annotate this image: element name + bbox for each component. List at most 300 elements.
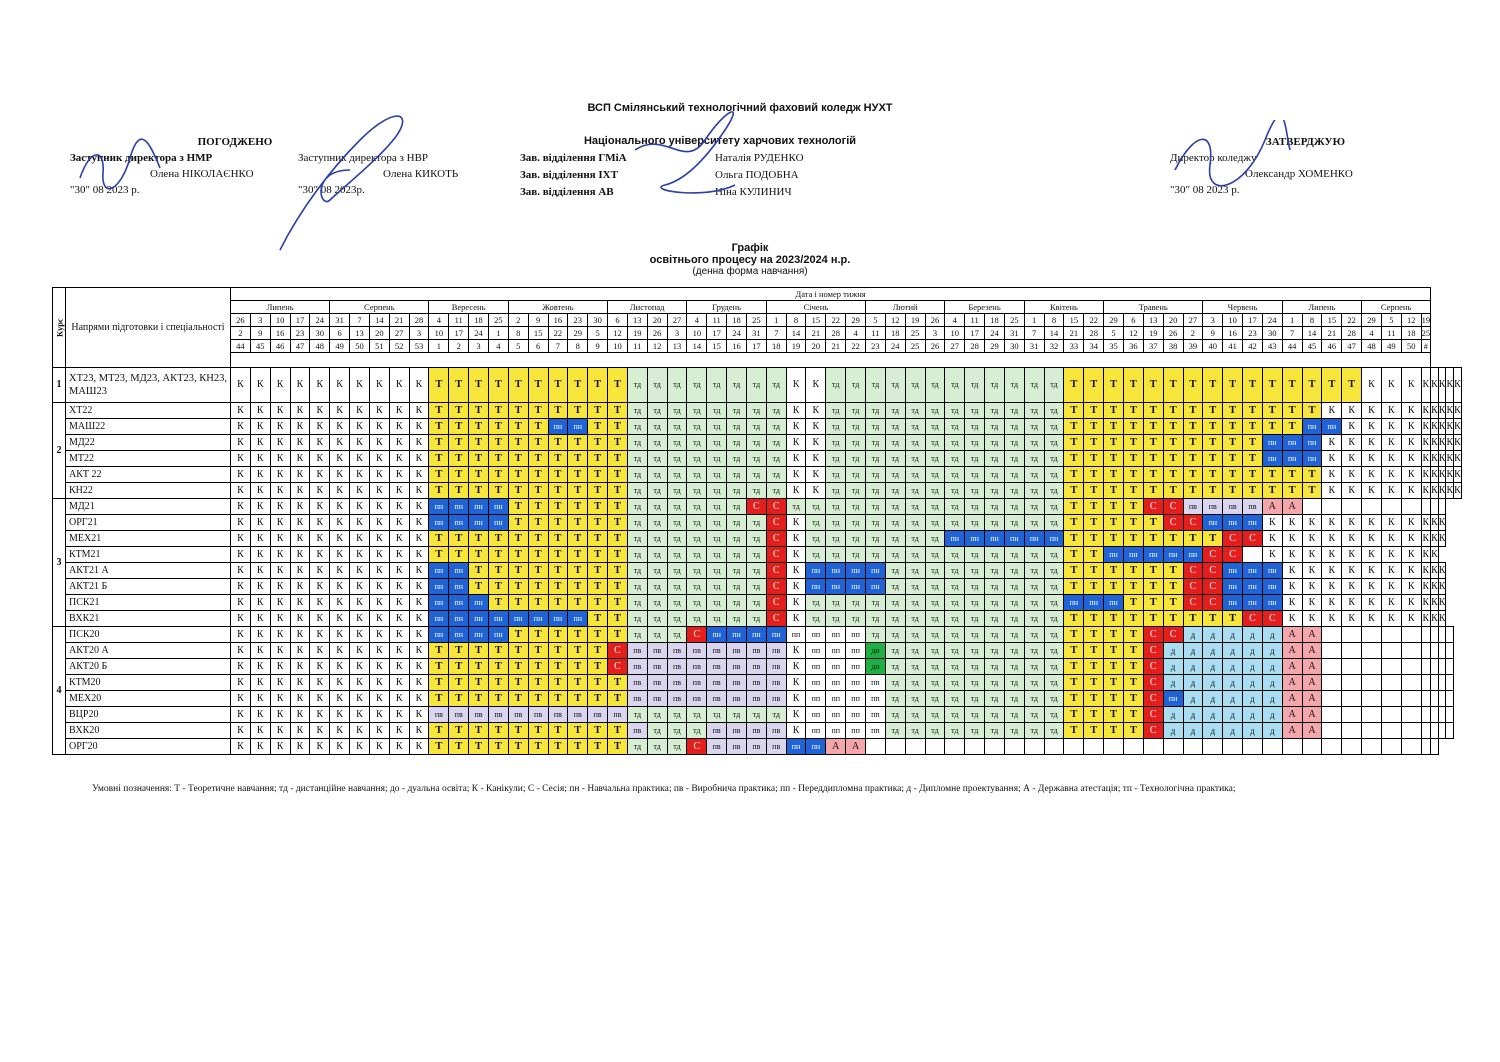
schedule-cell: К xyxy=(350,579,370,595)
day-end: 7 xyxy=(1024,327,1044,340)
spec-name: ВХК21 xyxy=(66,611,231,627)
day-start: 1 xyxy=(766,314,786,327)
schedule-cell: тд xyxy=(945,435,965,451)
schedule-cell: тд xyxy=(965,643,985,659)
spec-name: ВХК20 xyxy=(66,723,231,739)
schedule-cell: К xyxy=(1322,579,1342,595)
kurs-cell: 4 xyxy=(53,627,66,755)
schedule-cell: Т xyxy=(608,515,628,531)
schedule-cell: К xyxy=(310,691,330,707)
schedule-cell: К xyxy=(270,563,290,579)
schedule-cell: К xyxy=(310,531,330,547)
schedule-cell: Т xyxy=(1163,451,1183,467)
schedule-cell: пн xyxy=(1302,419,1322,435)
schedule-cell: Т xyxy=(1302,403,1322,419)
schedule-cell: К xyxy=(350,595,370,611)
day-start: 17 xyxy=(1243,314,1263,327)
schedule-cell: К xyxy=(1282,563,1302,579)
schedule-cell: Т xyxy=(1084,691,1104,707)
schedule-cell: К xyxy=(290,643,310,659)
schedule-cell: д xyxy=(1223,627,1243,643)
schedule-cell: Т xyxy=(608,675,628,691)
schedule-cell: А xyxy=(1282,627,1302,643)
schedule-cell: К xyxy=(330,515,350,531)
day-end: 24 xyxy=(985,327,1005,340)
day-end: 28 xyxy=(826,327,846,340)
week-number: 18 xyxy=(766,340,786,353)
schedule-cell: С xyxy=(746,499,766,515)
schedule-cell: пн xyxy=(866,579,886,595)
schedule-cell: тд xyxy=(806,531,826,547)
schedule-cell: д xyxy=(1163,707,1183,723)
schedule-cell: Т xyxy=(1064,563,1084,579)
schedule-cell: пп xyxy=(826,643,846,659)
schedule-cell: пн xyxy=(1064,595,1084,611)
schedule-cell: тд xyxy=(965,515,985,531)
schedule-cell: К xyxy=(290,579,310,595)
day-end: 15 xyxy=(528,327,548,340)
schedule-cell: тд xyxy=(687,563,707,579)
day-end: 23 xyxy=(1243,327,1263,340)
day-start: 29 xyxy=(1362,314,1382,327)
schedule-cell: К xyxy=(409,368,429,403)
schedule-cell: К xyxy=(1322,403,1342,419)
schedule-cell: тд xyxy=(746,435,766,451)
schedule-cell: К xyxy=(1342,483,1362,499)
schedule-cell: К xyxy=(330,723,350,739)
schedule-cell: тд xyxy=(687,547,707,563)
schedule-cell: тд xyxy=(1004,368,1024,403)
schedule-cell: тд xyxy=(945,659,965,675)
schedule-cell: К xyxy=(409,691,429,707)
schedule-cell: С xyxy=(1163,515,1183,531)
schedule-cell: К xyxy=(1302,531,1322,547)
schedule-cell xyxy=(1322,627,1342,643)
schedule-cell: К xyxy=(389,579,409,595)
schedule-cell: тд xyxy=(885,499,905,515)
week-number: 52 xyxy=(389,340,409,353)
schedule-cell: Т xyxy=(1163,435,1183,451)
schedule-cell: тд xyxy=(627,435,647,451)
schedule-cell: К xyxy=(409,467,429,483)
week-number: 50 xyxy=(1401,340,1421,353)
week-number: 44 xyxy=(231,340,251,353)
schedule-cell: С xyxy=(766,515,786,531)
schedule-cell: Т xyxy=(568,595,588,611)
spec-name: МД22 xyxy=(66,435,231,451)
university-title: Національного університету харчових технологій xyxy=(583,135,857,147)
schedule-cell: тд xyxy=(846,483,866,499)
schedule-cell: К xyxy=(1421,419,1431,435)
schedule-cell: Т xyxy=(1282,419,1302,435)
day-end: 18 xyxy=(885,327,905,340)
schedule-cell: К xyxy=(1322,467,1342,483)
spec-name: МЕХ20 xyxy=(66,691,231,707)
day-end: 6 xyxy=(330,327,350,340)
schedule-cell: Т xyxy=(1104,579,1124,595)
schedule-cell: Т xyxy=(568,435,588,451)
schedule-cell: К xyxy=(1282,579,1302,595)
schedule-cell: Т xyxy=(1104,707,1124,723)
schedule-cell: тд xyxy=(905,499,925,515)
schedule-cell: Т xyxy=(429,483,449,499)
schedule-cell: К xyxy=(1438,403,1446,419)
schedule-cell: Т xyxy=(608,627,628,643)
schedule-cell: тд xyxy=(627,499,647,515)
schedule-cell: Т xyxy=(1123,643,1143,659)
schedule-cell: пв xyxy=(727,723,747,739)
schedule-cell: пн xyxy=(1302,451,1322,467)
schedule-cell: пн xyxy=(1262,579,1282,595)
schedule-cell: тд xyxy=(1024,627,1044,643)
schedule-cell: К xyxy=(1381,531,1401,547)
schedule-cell: К xyxy=(270,499,290,515)
schedule-cell: Т xyxy=(1064,659,1084,675)
schedule-cell: тд xyxy=(1044,611,1064,627)
week-number: 35 xyxy=(1104,340,1124,353)
schedule-cell: К xyxy=(250,723,270,739)
schedule-cell: К xyxy=(350,643,370,659)
day-start: 15 xyxy=(1064,314,1084,327)
schedule-cell: Т xyxy=(528,499,548,515)
schedule-cell xyxy=(1322,691,1342,707)
schedule-cell: К xyxy=(1342,595,1362,611)
day-start: 18 xyxy=(727,314,747,327)
schedule-cell: тд xyxy=(1004,579,1024,595)
schedule-cell: К xyxy=(409,451,429,467)
schedule-cell: К xyxy=(290,483,310,499)
schedule-cell: тд xyxy=(945,707,965,723)
week-number: 45 xyxy=(250,340,270,353)
schedule-cell: тд xyxy=(985,611,1005,627)
schedule-cell: Т xyxy=(1143,563,1163,579)
schedule-cell: С xyxy=(1183,515,1203,531)
schedule-cell: тд xyxy=(925,643,945,659)
schedule-cell: К xyxy=(250,579,270,595)
schedule-cell: К xyxy=(250,707,270,723)
schedule-cell: тд xyxy=(727,403,747,419)
day-start: 1 xyxy=(1024,314,1044,327)
schedule-cell: пн xyxy=(1302,435,1322,451)
day-start: 20 xyxy=(1163,314,1183,327)
schedule-cell: Т xyxy=(1064,643,1084,659)
schedule-cell: тд xyxy=(885,467,905,483)
schedule-cell: К xyxy=(1438,435,1446,451)
schedule-cell xyxy=(1342,691,1362,707)
week-number: 3 xyxy=(469,340,489,353)
schedule-cell: тд xyxy=(985,467,1005,483)
schedule-cell: К xyxy=(270,419,290,435)
schedule-cell: тд xyxy=(687,611,707,627)
spec-name: МТ22 xyxy=(66,451,231,467)
schedule-cell: Т xyxy=(548,739,568,755)
schedule-cell: Т xyxy=(568,531,588,547)
schedule-cell: К xyxy=(290,403,310,419)
schedule-cell: тд xyxy=(905,435,925,451)
schedule-cell: К xyxy=(1438,483,1446,499)
schedule-cell xyxy=(1421,627,1431,643)
schedule-cell: тд xyxy=(1044,403,1064,419)
schedule-cell: К xyxy=(369,739,389,755)
schedule-cell: Т xyxy=(548,467,568,483)
schedule-cell: тд xyxy=(707,707,727,723)
schedule-cell: А xyxy=(1302,627,1322,643)
day-end: 23 xyxy=(290,327,310,340)
schedule-cell: тд xyxy=(1004,675,1024,691)
day-start: 17 xyxy=(290,314,310,327)
schedule-cell xyxy=(965,739,985,755)
schedule-cell: тд xyxy=(905,531,925,547)
schedule-cell: К xyxy=(1421,368,1431,403)
schedule-cell: д xyxy=(1183,691,1203,707)
schedule-cell xyxy=(1401,707,1421,723)
schedule-cell: К xyxy=(389,739,409,755)
schedule-cell: пн xyxy=(469,499,489,515)
schedule-cell: тд xyxy=(885,547,905,563)
schedule-cell: К xyxy=(1362,435,1382,451)
schedule-cell: К xyxy=(250,531,270,547)
schedule-cell: С xyxy=(1243,611,1263,627)
schedule-cell: тд xyxy=(826,531,846,547)
department-heads xyxy=(520,150,840,201)
week-number: 42 xyxy=(1243,340,1263,353)
schedule-cell: К xyxy=(1421,563,1431,579)
schedule-cell: К xyxy=(350,435,370,451)
schedule-cell: пв xyxy=(627,723,647,739)
schedule-cell: Т xyxy=(568,691,588,707)
schedule-cell: К xyxy=(389,643,409,659)
schedule-cell: тд xyxy=(766,435,786,451)
schedule-cell: К xyxy=(1431,595,1439,611)
schedule-cell: К xyxy=(806,368,826,403)
week-number: 10 xyxy=(608,340,628,353)
schedule-cell: А xyxy=(1282,499,1302,515)
schedule-cell: тд xyxy=(647,707,667,723)
schedule-cell: тд xyxy=(965,467,985,483)
schedule-cell: К xyxy=(350,403,370,419)
schedule-cell: Т xyxy=(1084,467,1104,483)
schedule-cell: Т xyxy=(1223,368,1243,403)
approval-mid-date: "30" 08 2023р. xyxy=(298,184,365,196)
schedule-cell xyxy=(1381,659,1401,675)
schedule-cell: пв xyxy=(766,643,786,659)
schedule-cell: С xyxy=(1143,691,1163,707)
schedule-cell: д xyxy=(1183,659,1203,675)
spec-name: КТМ20 xyxy=(66,675,231,691)
schedule-cell xyxy=(1322,675,1342,691)
schedule-cell: К xyxy=(409,419,429,435)
schedule-cell: К xyxy=(369,707,389,723)
schedule-cell: тд xyxy=(667,739,687,755)
schedule-cell: К xyxy=(1454,435,1462,451)
schedule-cell: Т xyxy=(568,547,588,563)
schedule-cell: тд xyxy=(727,563,747,579)
schedule-cell: Т xyxy=(528,467,548,483)
day-start: 9 xyxy=(528,314,548,327)
schedule-cell: А xyxy=(1302,659,1322,675)
day-start: 22 xyxy=(826,314,846,327)
schedule-cell: К xyxy=(1401,467,1421,483)
schedule-cell: пн xyxy=(985,531,1005,547)
schedule-cell: К xyxy=(310,403,330,419)
schedule-cell: К xyxy=(409,611,429,627)
schedule-cell: Т xyxy=(568,739,588,755)
schedule-cell: К xyxy=(270,595,290,611)
schedule-cell: К xyxy=(1438,368,1446,403)
schedule-cell: Т xyxy=(1123,595,1143,611)
schedule-cell: К xyxy=(231,467,251,483)
schedule-cell: К xyxy=(1431,483,1439,499)
schedule-cell: тд xyxy=(647,531,667,547)
schedule-cell: Т xyxy=(1123,531,1143,547)
day-end: 24 xyxy=(469,327,489,340)
schedule-cell: С xyxy=(1143,643,1163,659)
schedule-cell: Т xyxy=(508,368,528,403)
schedule-cell: тд xyxy=(925,675,945,691)
schedule-cell: К xyxy=(1431,467,1439,483)
schedule-cell: тд xyxy=(667,467,687,483)
schedule-cell: Т xyxy=(1243,435,1263,451)
schedule-cell: С xyxy=(766,547,786,563)
schedule-cell: Т xyxy=(488,368,508,403)
months-row xyxy=(53,301,1462,314)
schedule-cell: К xyxy=(231,579,251,595)
day-end: 12 xyxy=(608,327,628,340)
schedule-cell: тд xyxy=(727,595,747,611)
schedule-cell: тд xyxy=(965,483,985,499)
schedule-cell: пн xyxy=(1024,531,1044,547)
schedule-cell: Т xyxy=(1143,467,1163,483)
schedule-cell: тд xyxy=(925,419,945,435)
schedule-cell: пп xyxy=(806,723,826,739)
schedule-cell: К xyxy=(389,675,409,691)
table-row xyxy=(53,579,1462,595)
table-row xyxy=(53,659,1462,675)
schedule-cell: К xyxy=(290,659,310,675)
schedule-cell: Т xyxy=(1143,595,1163,611)
schedule-cell: К xyxy=(369,627,389,643)
schedule-cell: тд xyxy=(905,451,925,467)
schedule-cell xyxy=(1421,707,1431,723)
schedule-cell: пп xyxy=(826,627,846,643)
schedule-cell: Т xyxy=(1183,403,1203,419)
schedule-cell: тд xyxy=(746,611,766,627)
schedule-cell: К xyxy=(369,403,389,419)
schedule-cell: Т xyxy=(568,723,588,739)
schedule-cell: К xyxy=(270,707,290,723)
schedule-cell: Т xyxy=(1243,419,1263,435)
schedule-cell xyxy=(1282,739,1302,755)
day-start: 10 xyxy=(270,314,290,327)
schedule-cell: тд xyxy=(1024,643,1044,659)
schedule-cell xyxy=(1401,499,1421,515)
schedule-cell: тд xyxy=(687,707,707,723)
schedule-cell: тд xyxy=(866,595,886,611)
schedule-cell: Т xyxy=(508,515,528,531)
schedule-cell: К xyxy=(1262,531,1282,547)
schedule-cell: Т xyxy=(528,451,548,467)
schedule-cell: Т xyxy=(1123,707,1143,723)
day-end: 31 xyxy=(746,327,766,340)
spec-name: АКТ20 Б xyxy=(66,659,231,675)
schedule-cell: Т xyxy=(1123,515,1143,531)
schedule-cell xyxy=(1381,675,1401,691)
schedule-cell: тд xyxy=(925,515,945,531)
schedule-cell: тд xyxy=(806,547,826,563)
spec-name: МД21 xyxy=(66,499,231,515)
schedule-cell: Т xyxy=(1064,611,1084,627)
schedule-cell: Т xyxy=(429,435,449,451)
schedule-cell: К xyxy=(786,403,806,419)
schedule-cell: К xyxy=(330,451,350,467)
week-number: 21 xyxy=(826,340,846,353)
schedule-cell: К xyxy=(250,611,270,627)
table-row xyxy=(53,595,1462,611)
schedule-cell: Т xyxy=(568,515,588,531)
schedule-cell xyxy=(1104,739,1124,755)
schedule-cell: Т xyxy=(508,435,528,451)
schedule-cell: Т xyxy=(528,627,548,643)
schedule-cell: К xyxy=(231,739,251,755)
schedule-cell: Т xyxy=(1064,675,1084,691)
day-start: 23 xyxy=(568,314,588,327)
schedule-cell: пн xyxy=(826,579,846,595)
schedule-cell: Т xyxy=(1223,467,1243,483)
approval-right-role: Директор коледжу xyxy=(1170,152,1257,164)
schedule-cell: К xyxy=(231,643,251,659)
schedule-cell: пв xyxy=(627,691,647,707)
schedule-cell: К xyxy=(350,451,370,467)
approval-left xyxy=(70,134,290,198)
day-end: 3 xyxy=(667,327,687,340)
schedule-cell: тд xyxy=(1024,691,1044,707)
schedule-cell: К xyxy=(1282,547,1302,563)
schedule-cell: тд xyxy=(707,563,727,579)
schedule-cell: тд xyxy=(985,627,1005,643)
day-start: 8 xyxy=(786,314,806,327)
schedule-cell: д xyxy=(1183,627,1203,643)
schedule-cell: Т xyxy=(488,435,508,451)
schedule-cell: К xyxy=(389,368,409,403)
schedule-cell: К xyxy=(270,675,290,691)
schedule-cell: тд xyxy=(885,675,905,691)
schedule-cell: К xyxy=(369,723,389,739)
schedule-cell xyxy=(1342,499,1362,515)
schedule-cell: тд xyxy=(1004,691,1024,707)
schedule-cell: тд xyxy=(627,739,647,755)
schedule-cell: тд xyxy=(766,451,786,467)
schedule-cell: Т xyxy=(1084,451,1104,467)
schedule-cell: тд xyxy=(667,707,687,723)
schedule-cell xyxy=(1438,643,1446,659)
schedule-cell: Т xyxy=(588,419,608,435)
schedule-cell: пн xyxy=(826,563,846,579)
day-end: 28 xyxy=(1342,327,1362,340)
schedule-cell: К xyxy=(1401,547,1421,563)
schedule-cell: тд xyxy=(826,368,846,403)
table-row xyxy=(53,483,1462,499)
schedule-cell: тд xyxy=(925,627,945,643)
schedule-cell: пв xyxy=(667,691,687,707)
schedule-cell: пн xyxy=(429,499,449,515)
schedule-cell: пн xyxy=(1223,579,1243,595)
date-header: Дата і номер тижня xyxy=(231,288,1431,301)
schedule-cell: тд xyxy=(1004,467,1024,483)
schedule-cell: К xyxy=(250,547,270,563)
schedule-cell: тд xyxy=(727,368,747,403)
schedule-cell: Т xyxy=(429,368,449,403)
schedule-cell xyxy=(1322,739,1342,755)
